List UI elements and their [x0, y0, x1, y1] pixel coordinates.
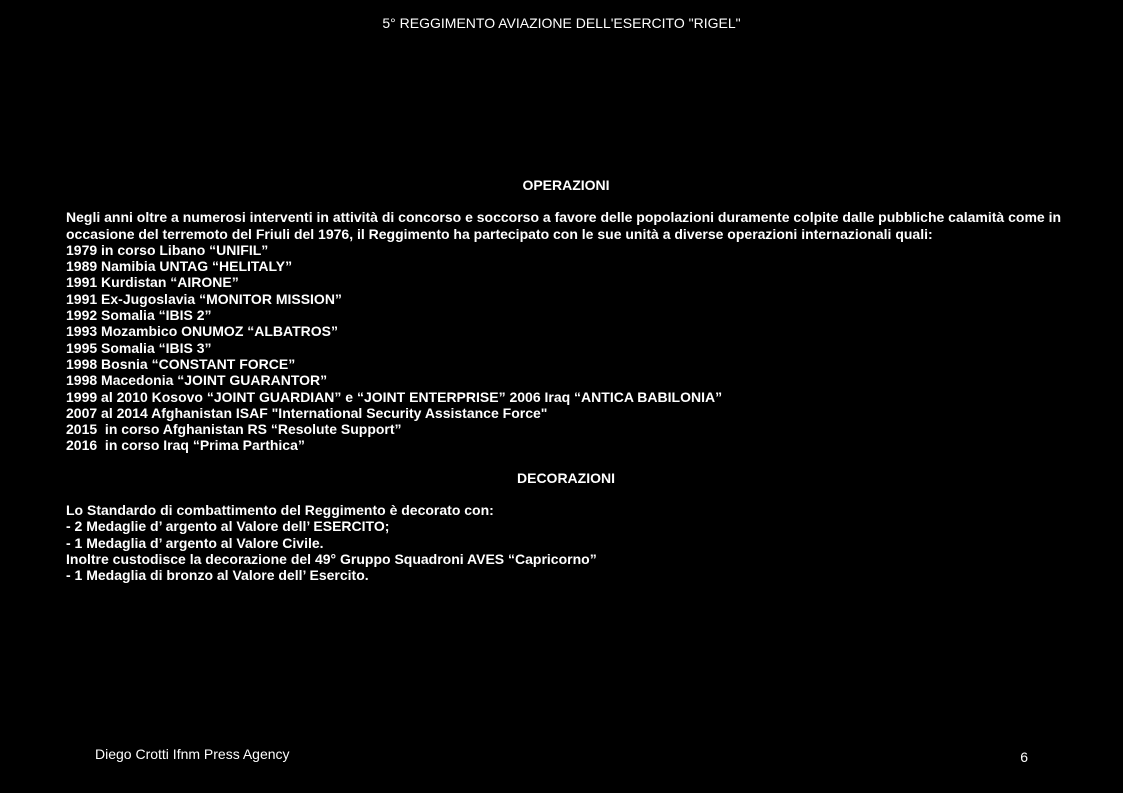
operation-item: 1998 Macedonia “JOINT GUARANTOR” [66, 372, 328, 389]
operation-item: 1991 Kurdistan “AIRONE” [66, 274, 239, 291]
operation-item: 2015 in corso Afghanistan RS “Resolute Support” [66, 421, 402, 438]
operation-item: 1993 Mozambico ONUMOZ “ALBATROS” [66, 323, 338, 340]
decorazioni-heading: DECORAZIONI [517, 469, 615, 486]
footer-credit: Diego Crotti Ifnm Press Agency [95, 746, 290, 762]
operazioni-heading: OPERAZIONI [522, 177, 610, 193]
decoration-line: - 1 Medaglia d’ argento al Valore Civile. [66, 534, 324, 551]
operation-item: 2007 al 2014 Afghanistan ISAF "International Security Assistance Force" [66, 404, 548, 421]
operation-item: 2016 in corso Iraq “Prima Parthica” [66, 437, 305, 454]
document-body [66, 177, 1066, 584]
decoration-line: - 2 Medaglie d’ argento al Valore dell’ ESERCITO; [66, 518, 390, 535]
operation-item: 1999 al 2010 Kosovo “JOINT GUARDIAN” e “JOINT ENTERPRISE” 2006 Iraq “ANTICA BABILONIA” [66, 388, 723, 405]
decoration-line: - 1 Medaglia di bronzo al Valore dell’ Esercito. [66, 567, 369, 584]
decoration-line: Inoltre custodisce la decorazione del 49° Gruppo Squadroni AVES “Capricorno” [66, 550, 597, 567]
page-number: 6 [1020, 749, 1028, 765]
operation-item: 1989 Namibia UNTAG “HELITALY” [66, 258, 293, 275]
operation-item: 1995 Somalia “IBIS 3” [66, 339, 212, 356]
page-header-title: 5° REGGIMENTO AVIAZIONE DELL'ESERCITO "RIGEL" [382, 15, 741, 31]
operation-item: 1991 Ex-Jugoslavia “MONITOR MISSION” [66, 290, 342, 307]
decoration-line: Lo Standardo di combattimento del Reggimento è decorato con: [66, 502, 494, 519]
operation-item: 1998 Bosnia “CONSTANT FORCE” [66, 355, 296, 372]
decorazioni-list [66, 502, 1066, 583]
operation-item: 1992 Somalia “IBIS 2” [66, 307, 212, 324]
operazioni-intro: Negli anni oltre a numerosi interventi in attività di concorso e soccorso a favore delle popolazioni duramente colpite dalle pubbliche calamità come in occasione del terremoto del Friuli del 1976, il Reggimento ha partecipato con le sue unità a diverse operazioni internazionali quali: [66, 209, 1062, 242]
operation-item: 1979 in corso Libano “UNIFIL” [66, 241, 269, 258]
operazioni-list [66, 242, 1066, 454]
